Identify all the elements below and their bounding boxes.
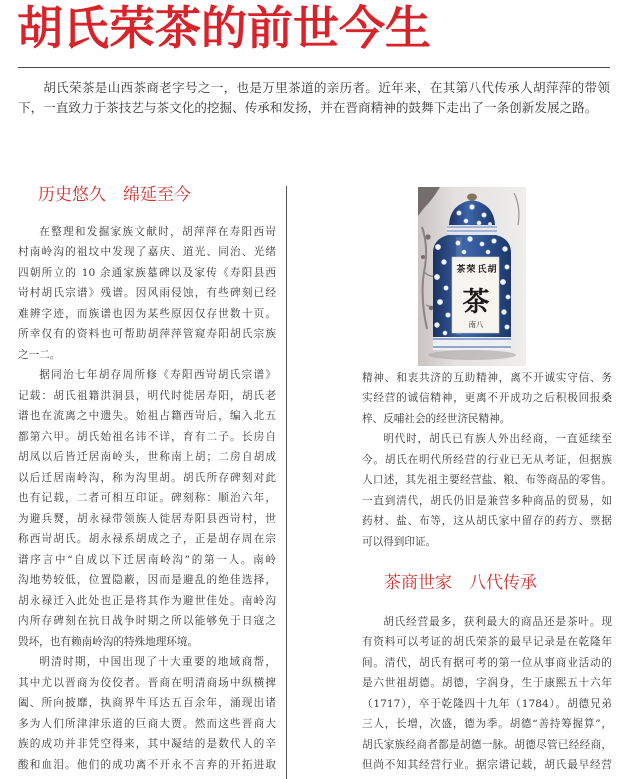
intro-paragraph <box>18 78 610 118</box>
paragraph <box>362 368 612 430</box>
text-line: 胡凤以后皆迁居南岭头，世称南上胡；二房自胡成 <box>18 451 276 464</box>
text-line: 胡永禄迁入此处也正是将其作为避世佳处。南岭沟 <box>18 594 276 607</box>
text-line: 村南岭沟的祖坟中发现了嘉庆、道光、同治、光绪 <box>18 246 276 259</box>
text-line: 胡氏家族经商者都是胡德一脉。胡德尽管已经经商， <box>362 738 612 751</box>
text-line: 阖、所向披靡，执商界牛耳达五百余年，涌现出诸 <box>18 697 276 710</box>
paragraph <box>362 612 612 776</box>
text-line: 记载：胡氏祖籍洪洞县，明代时徙居寿阳，胡氏老 <box>18 389 276 402</box>
text-line: 一直到清代，胡氏仍旧是兼营多种商品的贸易，如 <box>362 494 612 507</box>
text-line: 所幸仅有的资料也可帮助胡萍萍管窥寿阳胡氏宗族 <box>18 328 276 341</box>
text-line: 有资料可以考证的胡氏荣茶的最早记录是在乾隆年 <box>362 636 612 649</box>
text-line: 在整理和发掘家族文献时，胡萍萍在寿阳西岢 <box>39 225 276 238</box>
text-line: 多为人们所津津乐道的巨商大贾。然而这些晋商大 <box>18 717 276 730</box>
text-line: 梓、反哺社会的经世济民精神。 <box>362 412 511 425</box>
text-line: 实经营的诚信精神，更离不开成功之后积极回报桑 <box>362 392 612 405</box>
text-line: 人口述，其先祖主要经营盐、粮、布等商品的零售。 <box>362 474 612 487</box>
jar-label-char: 茶 <box>456 265 466 275</box>
text-line: 以后迁居南岭沟，称为沟里胡。胡氏所存碑刻对此 <box>18 471 276 484</box>
column-divider <box>286 186 287 779</box>
right-column-text-bottom <box>362 612 612 776</box>
section-heading-tea-family: 茶商世家 八代传承 <box>384 573 537 593</box>
text-line: 谱也在流离之中遗失。始祖占籍西岢后，编入北五 <box>18 410 276 423</box>
text-line: 胡氏经营最多，获利最大的商品还是茶叶。现 <box>383 615 612 628</box>
text-line: （1717），卒于乾隆四十九年（1784）。胡德兄弟 <box>362 697 612 710</box>
text-line: 称西岢胡氏。胡永禄系胡成之子，正是胡存周在宗 <box>18 533 276 546</box>
text-line: 内所存碑刻在抗日战争时期之所以能够免于日寇之 <box>18 615 276 628</box>
text-line: 毁坏，也有赖南岭沟的特殊地理环境。 <box>18 635 199 648</box>
text-line: 精神、和衷共济的互助精神，离不开诚实守信、务 <box>362 371 612 384</box>
text-line: 明清时期，中国出现了十大重要的地域商帮， <box>39 656 276 669</box>
text-line: 药材、盐、布等，这从胡氏家中留存的药方、票据 <box>362 515 612 528</box>
text-line: 可以得到印证。 <box>362 535 437 548</box>
text-line: 是六世祖胡德。胡德，字润身，生于康熙五十六年 <box>362 677 612 690</box>
text-line: 都第六甲。胡氏始祖名讳不详，育有二子。长房自 <box>18 430 276 443</box>
jar-label-char: 胡 <box>487 265 497 275</box>
jar-label-char: 氏 <box>477 265 487 275</box>
right-column-text-top <box>362 368 612 553</box>
section-heading-history: 历史悠久 绵延至今 <box>38 185 191 205</box>
text-line: 据同治七年胡存周所修《寿阳西岢胡氏宗谱》 <box>39 369 276 382</box>
text-line: 谱序言中“自成以下迁居南岭沟”的第一人。南岭 <box>18 553 276 566</box>
jar-label-main: 茶 <box>462 287 490 318</box>
text-line: 族的成功并非凭空得来，其中凝结的是数代人的辛 <box>18 738 276 751</box>
text-line: 为避兵燹，胡永禄带领族人徙居寿阳县西岢村，世 <box>18 512 276 525</box>
text-line: 其中尤以晋商为佼佼者。晋商在明清商场中纵横捭 <box>18 676 276 689</box>
text-line: 下，一直致力于茶技艺与茶文化的挖掘、传承和发扬，并在晋商精神的鼓舞下走出了一条创新发展之路。 <box>18 100 598 115</box>
paragraph <box>362 429 612 552</box>
paragraph <box>18 365 276 652</box>
jar-label-bottom: 南八 <box>468 320 484 329</box>
text-line: 难辨字迹，而族谱也因为某些原因仅存世数十页。 <box>18 307 276 320</box>
text-line: 胡氏荣茶是山西茶商老字号之一，也是万里茶道的亲历者。近年来，在其第八代传承人胡萍萍的带领 <box>43 80 610 95</box>
text-line: 之一二。 <box>18 348 61 361</box>
text-line: 三人，长增，次盛，德为季。胡德“善持筹握算”， <box>362 718 612 731</box>
left-column-text <box>18 222 276 776</box>
page-title: 胡氏荣茶的前世今生 <box>17 1 431 55</box>
text-line: 酸和血泪。他们的成功离不开永不言弃的开拓进取 <box>18 758 276 771</box>
tea-jar-photo <box>418 187 526 366</box>
title-rule <box>18 67 610 68</box>
text-line: 也有记载，二者可相互印证。碑刻称：顺治六年， <box>18 492 276 505</box>
text-line: 今。胡氏在明代所经营的行业已无从考证，但据族 <box>362 453 612 466</box>
paragraph <box>18 222 276 366</box>
text-line: 间。清代，胡氏有据可考的第一位从事商业活动的 <box>362 656 612 669</box>
text-line: 但尚不知其经营行业。据宗谱记载，胡氏最早经营 <box>362 759 612 772</box>
text-line: 明代时，胡氏已有族人外出经商，一直延续至 <box>383 433 612 446</box>
paragraph <box>18 652 276 775</box>
text-line: 四朝所立的 10 余通家族墓碑以及家传《寿阳县西 <box>18 266 276 279</box>
text-line: 沟地势较低，位置隐蔽，因而是避乱的绝佳选择， <box>18 574 276 587</box>
text-line: 岢村胡氏宗谱》残谱。因风雨侵蚀，有些碑刻已经 <box>18 287 276 300</box>
jar-label-char: 荣 <box>466 265 476 275</box>
